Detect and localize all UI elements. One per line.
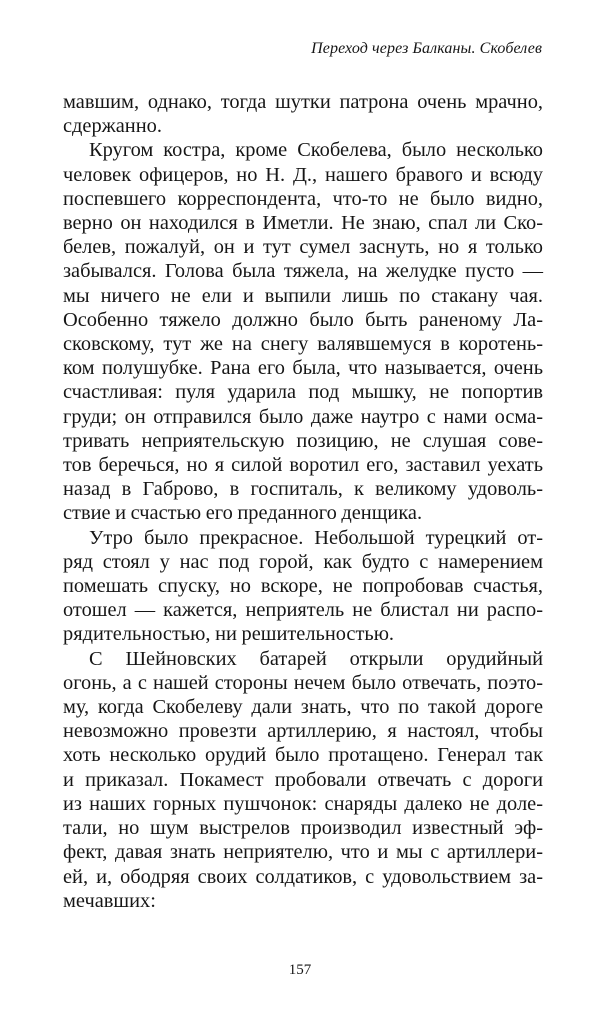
text-line: тривать неприятельскую позицию, не слушая сове- [63,429,543,452]
running-head: Переход через Балканы. Скобелев [311,40,542,57]
text-line: огонь, а с нашей стороны нечем было отвечать, поэто- [63,671,543,694]
text-line: мечавших: [63,889,156,912]
text-line: назад в Габрово, в госпиталь, к великому удоволь- [63,478,543,501]
text-line: Утро было прекрасное. Небольшой турецкий от- [89,526,543,549]
paragraph [63,138,543,525]
text-line: невозможно провезти артиллерию, я настоял, чтобы [63,720,543,743]
text-line: поспевшего корреспондента, что-то не было видно, [63,187,543,210]
text-line: человек офицеров, но Н. Д., нашего бравого и всюду [63,163,543,186]
text-line: ком полушубке. Рана его была, что называется, очень [63,357,543,380]
text-line: ей, и, ободряя своих солдатиков, с удовольствием за- [63,865,543,888]
text-line: тали, но шум выстрелов производил известный эф- [63,817,543,840]
page-number: 157 [288,962,312,978]
text-line: тов беречься, но я силой воротил его, заставил уехать [63,454,543,477]
text-line: фект, давая знать неприятелю, что и мы с артиллери- [63,841,543,864]
text-line: верно он находился в Иметли. Не знаю, спал ли Ско- [63,212,543,235]
text-line: отошел — кажется, неприятель не блистал ни распо- [63,599,543,622]
paragraph [63,90,543,138]
text-line: му, когда Скобелеву дали знать, что по такой дороге [63,696,543,719]
text-line: из наших горных пушчонок: снаряды далеко не доле- [63,792,543,815]
text-line: Кругом костра, кроме Скобелева, было несколько [89,139,543,162]
text-line: счастливая: пуля ударила под мышку, не попортив [63,381,543,404]
text-line: помешать спуску, но вскоре, не попробовав счастья, [63,575,543,598]
text-line: мы ничего не ели и выпили лишь по стакану чая. [63,284,543,307]
text-line: сковскому, тут же на снегу валявшемуся в коротень- [63,333,543,356]
text-line: мавшим, однако, тогда шутки патрона очень мрачно, [63,91,543,113]
body-text [63,90,543,913]
paragraph [63,526,543,647]
text-line: хоть несколько орудий было протащено. Генерал так [63,744,543,767]
text-line: сдержанно. [63,115,162,138]
paragraph [63,647,543,913]
text-line: Особенно тяжело должно было быть раненому Ла- [63,308,543,331]
text-line: забывался. Голова была тяжела, на желудке пусто — [63,260,543,283]
text-line: рядительностью, ни решительностью. [63,623,395,646]
text-line: С Шейновских батарей открыли орудийный [89,647,543,670]
text-line: и приказал. Покамест пробовали отвечать с дороги [63,768,543,791]
text-line: белев, пожалуй, он и тут сумел заснуть, но я только [63,236,543,259]
text-line: ряд стоял у нас под горой, как будто с намерением [63,550,543,573]
text-line: груди; он отправился было даже наутро с нами осма- [63,405,543,428]
text-line: ствие и счастью его преданного денщика. [63,502,423,525]
